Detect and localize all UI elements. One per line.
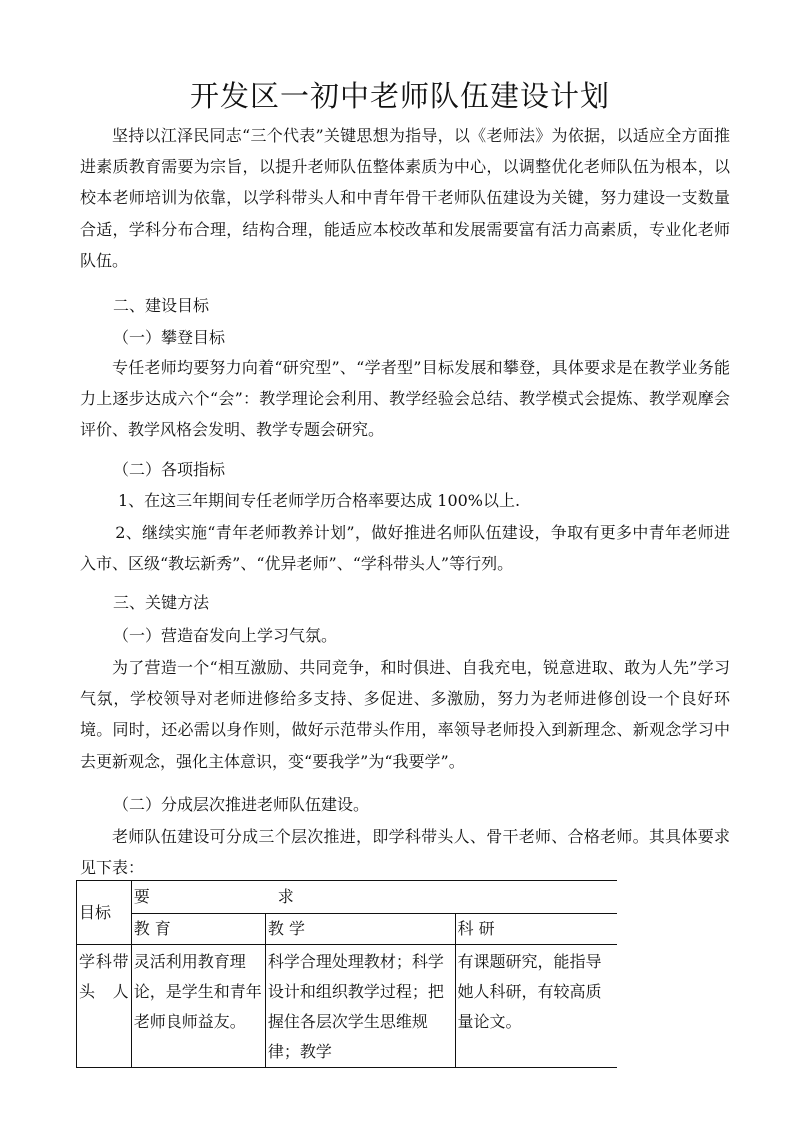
subheading-climb-goals: （一）攀登目标 [113, 328, 226, 347]
cell-education: 灵活利用教育理论，是学生和青年老师良师益友。 [131, 945, 265, 1068]
requirements-header-left: 要 [133, 887, 150, 906]
subheading-indicators: （二）各项指标 [113, 460, 226, 479]
col-teaching-header: 教 学 [265, 914, 455, 945]
requirements-table [76, 880, 617, 1068]
table-subheader-row [77, 914, 618, 945]
section-heading-methods: 三、关键方法 [113, 593, 210, 612]
requirements-header-cell [131, 881, 617, 914]
indicator-item-2: 2、继续实施“青年老师教养计划”，做好推进名师队伍建设，争取有更多中青年老师进入市、区级“教坛新秀”、“优异老师”、“学科带头人”等行列。 [80, 523, 730, 574]
learning-atmosphere-paragraph: 为了营造一个“相互激励、共同竞争，和时俱进、自我充电，锐意进取、敢为人先”学习气氛，学校领导对老师进修给多支持、多促进、多激励，努力为老师进修创设一个良好环境。同时，还必需以身作则，做好示范带头作用，率领导老师投入到新理念、新观念学习中去更新观念，强化主体意识，变“要我学”为“我要学”。 [80, 658, 730, 771]
section-heading-goals: 二、建设目标 [113, 296, 210, 315]
col-research-header: 科 研 [455, 914, 617, 945]
row-label-subject-leader: 学科带头人 [77, 945, 132, 1068]
col-education-header: 教 育 [131, 914, 265, 945]
document-title: 开发区一初中老师队伍建设计划 [189, 79, 610, 113]
requirements-header-right: 求 [277, 887, 294, 906]
intro-paragraph: 坚持以江泽民同志“三个代表”关键思想为指导，以《老师法》为依据，以适应全方面推进素质教育需要为宗旨，以提升老师队伍整体素质为中心，以调整优化老师队伍为根本，以校本老师培训为依靠，以学科带头人和中青年骨干老师队伍建设为关键，努力建设一支数量合适，学科分布合理，结构合理，能适应本校改革和发展需要富有活力高素质，专业化老师队伍。 [80, 126, 730, 270]
indicator-item-1: 1、在这三年期间专任老师学历合格率要达成 100%以上. [118, 491, 521, 510]
subheading-tiered-building: （二）分成层次推进老师队伍建设。 [113, 795, 370, 814]
table-header-row [77, 881, 618, 914]
tiered-building-paragraph: 老师队伍建设可分成三个层次推进，即学科带头人、骨干老师、合格老师。其具体要求见下表： [80, 827, 730, 878]
cell-research: 有课题研究，能指导她人科研，有较高质量论文。 [455, 945, 617, 1068]
subheading-learning-atmosphere: （一）营造奋发向上学习气氛。 [113, 626, 338, 645]
target-header-cell: 目标 [77, 881, 132, 945]
climb-goals-paragraph: 专任老师均要努力向着“研究型”、“学者型”目标发展和攀登，具体要求是在教学业务能力上逐步达成六个“会”：教学理论会利用、教学经验会总结、教学模式会提炼、教学观摩会评价、教学风格会发明、教学专题会研究。 [80, 358, 730, 440]
cell-teaching: 科学合理处理教材；科学设计和组织教学过程；把握住各层次学生思维规律；教学 [265, 945, 455, 1068]
table-row [77, 945, 618, 1068]
